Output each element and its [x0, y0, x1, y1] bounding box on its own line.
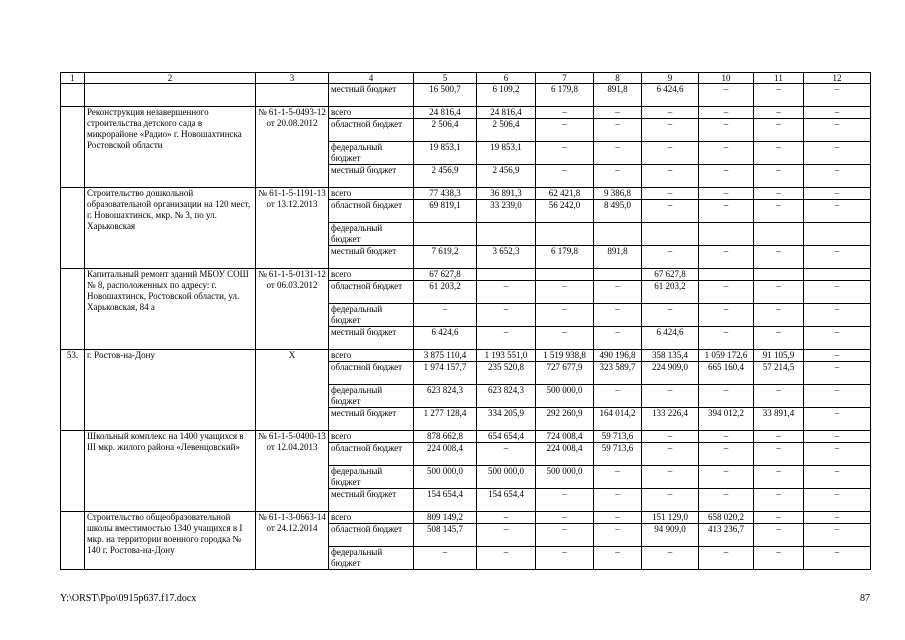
object-name-cell: Капитальный ремонт зданий МБОУ СОШ № 8, расположенных по адресу: г. Новошахтинск, Ростовской области, ул. Харьковская, 84 а: [85, 269, 256, 350]
amount-cell: [804, 269, 871, 281]
amount-cell: –: [699, 142, 754, 165]
funding-source-cell: областной бюджет: [329, 281, 414, 304]
amount-cell: –: [804, 385, 871, 408]
amount-cell: 623 824,3: [414, 385, 477, 408]
amount-cell: 67 627,8: [414, 269, 477, 281]
amount-cell: –: [754, 443, 804, 466]
amount-cell: –: [536, 165, 594, 188]
amount-cell: –: [804, 431, 871, 443]
amount-cell: [754, 223, 804, 246]
amount-cell: –: [754, 466, 804, 489]
funding-source-cell: всего: [329, 350, 414, 362]
budget-table: [60, 72, 871, 570]
amount-cell: –: [804, 119, 871, 142]
amount-cell: 133 226,4: [642, 408, 699, 431]
amount-cell: –: [804, 489, 871, 512]
amount-cell: –: [536, 547, 594, 570]
amount-cell: 809 149,2: [414, 512, 477, 524]
amount-cell: –: [642, 547, 699, 570]
amount-cell: –: [594, 119, 642, 142]
amount-cell: –: [477, 304, 536, 327]
col-header: 4: [329, 73, 414, 84]
reference-cell: № 61-1-3-0663-14 от 24.12.2014: [256, 512, 329, 570]
amount-cell: –: [804, 165, 871, 188]
amount-cell: 56 242,0: [536, 200, 594, 223]
amount-cell: –: [594, 512, 642, 524]
amount-cell: 1 277 128,4: [414, 408, 477, 431]
amount-cell: –: [642, 431, 699, 443]
amount-cell: 6 109,2: [477, 84, 536, 107]
amount-cell: –: [594, 281, 642, 304]
amount-cell: 500 000,0: [414, 466, 477, 489]
table-row: [61, 84, 871, 107]
funding-source-cell: областной бюджет: [329, 119, 414, 142]
amount-cell: –: [536, 281, 594, 304]
amount-cell: 500 000,0: [477, 466, 536, 489]
amount-cell: –: [699, 165, 754, 188]
amount-cell: 623 824,3: [477, 385, 536, 408]
amount-cell: [699, 223, 754, 246]
amount-cell: –: [699, 547, 754, 570]
amount-cell: 1 974 157,7: [414, 362, 477, 385]
funding-source-cell: всего: [329, 107, 414, 119]
amount-cell: –: [754, 385, 804, 408]
row-number-cell: [61, 188, 85, 269]
amount-cell: [642, 223, 699, 246]
amount-cell: 67 627,8: [642, 269, 699, 281]
amount-cell: –: [754, 512, 804, 524]
amount-cell: –: [642, 107, 699, 119]
amount-cell: –: [594, 466, 642, 489]
page-number: 87: [860, 593, 870, 604]
amount-cell: –: [804, 350, 871, 362]
funding-source-cell: всего: [329, 269, 414, 281]
amount-cell: –: [804, 443, 871, 466]
amount-cell: 3 652,3: [477, 246, 536, 269]
amount-cell: 878 662,8: [414, 431, 477, 443]
amount-cell: –: [642, 200, 699, 223]
funding-source-cell: местный бюджет: [329, 489, 414, 512]
amount-cell: –: [642, 142, 699, 165]
reference-cell: № 61-1-5-1191-13 от 13.12.2013: [256, 188, 329, 269]
row-number-cell: [61, 431, 85, 512]
amount-cell: –: [754, 188, 804, 200]
amount-cell: –: [699, 385, 754, 408]
reference-cell: № 61-1-5-0400-13 от 12.04.2013: [256, 431, 329, 512]
header-row: [61, 73, 871, 84]
amount-cell: 724 008,4: [536, 431, 594, 443]
amount-cell: 394 012,2: [699, 408, 754, 431]
amount-cell: 500 000,0: [536, 385, 594, 408]
amount-cell: –: [594, 524, 642, 547]
row-number-cell: [61, 107, 85, 188]
amount-cell: –: [642, 119, 699, 142]
amount-cell: –: [594, 107, 642, 119]
row-number-cell: [61, 512, 85, 570]
table-row: [61, 107, 871, 119]
amount-cell: –: [804, 362, 871, 385]
amount-cell: –: [699, 327, 754, 350]
object-name-cell: [85, 84, 256, 107]
col-header: 6: [477, 73, 536, 84]
amount-cell: 891,8: [594, 84, 642, 107]
funding-source-cell: федеральный бюджет: [329, 466, 414, 489]
funding-source-cell: федеральный бюджет: [329, 142, 414, 165]
reference-cell: № 61-1-5-0493-12 от 20.08.2012: [256, 107, 329, 188]
amount-cell: 24 816,4: [477, 107, 536, 119]
amount-cell: –: [699, 489, 754, 512]
amount-cell: –: [477, 547, 536, 570]
amount-cell: 19 853,1: [414, 142, 477, 165]
amount-cell: –: [754, 119, 804, 142]
amount-cell: –: [754, 107, 804, 119]
amount-cell: 59 713,6: [594, 431, 642, 443]
amount-cell: –: [699, 443, 754, 466]
amount-cell: 8 495,0: [594, 200, 642, 223]
amount-cell: –: [699, 84, 754, 107]
amount-cell: –: [642, 246, 699, 269]
amount-cell: –: [699, 466, 754, 489]
amount-cell: 91 105,9: [754, 350, 804, 362]
funding-source-cell: всего: [329, 431, 414, 443]
amount-cell: –: [754, 281, 804, 304]
amount-cell: –: [536, 119, 594, 142]
amount-cell: –: [804, 142, 871, 165]
amount-cell: [699, 269, 754, 281]
amount-cell: 224 909,0: [642, 362, 699, 385]
amount-cell: –: [642, 188, 699, 200]
amount-cell: 654 654,4: [477, 431, 536, 443]
col-header: 3: [256, 73, 329, 84]
amount-cell: 6 179,8: [536, 84, 594, 107]
funding-source-cell: федеральный бюджет: [329, 385, 414, 408]
amount-cell: –: [699, 304, 754, 327]
amount-cell: 33 239,0: [477, 200, 536, 223]
col-header: 5: [414, 73, 477, 84]
amount-cell: 33 891,4: [754, 408, 804, 431]
amount-cell: 292 260,9: [536, 408, 594, 431]
amount-cell: –: [754, 165, 804, 188]
funding-source-cell: федеральный бюджет: [329, 223, 414, 246]
table-row: [61, 269, 871, 281]
reference-cell: [256, 84, 329, 107]
amount-cell: 19 853,1: [477, 142, 536, 165]
amount-cell: 413 236,7: [699, 524, 754, 547]
row-number-cell: [61, 84, 85, 107]
amount-cell: –: [699, 107, 754, 119]
amount-cell: –: [754, 84, 804, 107]
amount-cell: –: [536, 524, 594, 547]
amount-cell: –: [594, 385, 642, 408]
amount-cell: 154 654,4: [414, 489, 477, 512]
funding-source-cell: федеральный бюджет: [329, 304, 414, 327]
amount-cell: –: [477, 281, 536, 304]
amount-cell: 24 816,4: [414, 107, 477, 119]
amount-cell: 16 500,7: [414, 84, 477, 107]
amount-cell: [477, 269, 536, 281]
amount-cell: [804, 223, 871, 246]
amount-cell: –: [804, 547, 871, 570]
amount-cell: –: [804, 327, 871, 350]
amount-cell: 727 677,9: [536, 362, 594, 385]
amount-cell: –: [594, 489, 642, 512]
amount-cell: 2 456,9: [477, 165, 536, 188]
amount-cell: 69 819,1: [414, 200, 477, 223]
amount-cell: [754, 269, 804, 281]
amount-cell: –: [754, 200, 804, 223]
amount-cell: –: [699, 200, 754, 223]
col-header: 2: [85, 73, 256, 84]
funding-source-cell: местный бюджет: [329, 246, 414, 269]
amount-cell: –: [536, 512, 594, 524]
amount-cell: 61 203,2: [414, 281, 477, 304]
amount-cell: –: [699, 246, 754, 269]
funding-source-cell: областной бюджет: [329, 200, 414, 223]
amount-cell: 891,8: [594, 246, 642, 269]
funding-source-cell: всего: [329, 512, 414, 524]
amount-cell: –: [477, 524, 536, 547]
amount-cell: –: [536, 107, 594, 119]
amount-cell: 6 424,6: [642, 327, 699, 350]
col-header: 7: [536, 73, 594, 84]
amount-cell: 334 205,9: [477, 408, 536, 431]
col-header: 12: [804, 73, 871, 84]
amount-cell: [536, 269, 594, 281]
funding-source-cell: местный бюджет: [329, 84, 414, 107]
funding-source-cell: всего: [329, 188, 414, 200]
amount-cell: 235 520,8: [477, 362, 536, 385]
funding-source-cell: местный бюджет: [329, 327, 414, 350]
col-header: 9: [642, 73, 699, 84]
amount-cell: –: [414, 547, 477, 570]
amount-cell: 358 135,4: [642, 350, 699, 362]
row-number-cell: 53.: [61, 350, 85, 431]
object-name-cell: Строительство общеобразовательной школы вместимостью 1340 учащихся в I мкр. на территории военного городка № 140 г. Ростова-на-Дону: [85, 512, 256, 570]
amount-cell: –: [804, 200, 871, 223]
document-path: Y:\ORST\Ppo\0915p637.f17.docx: [60, 593, 197, 604]
amount-cell: –: [754, 547, 804, 570]
funding-source-cell: областной бюджет: [329, 362, 414, 385]
funding-source-cell: местный бюджет: [329, 165, 414, 188]
amount-cell: –: [642, 489, 699, 512]
table-row: [61, 431, 871, 443]
amount-cell: 2 506,4: [414, 119, 477, 142]
amount-cell: 154 654,4: [477, 489, 536, 512]
amount-cell: 77 438,3: [414, 188, 477, 200]
amount-cell: –: [536, 304, 594, 327]
amount-cell: 61 203,2: [642, 281, 699, 304]
reference-cell: Х: [256, 350, 329, 431]
amount-cell: –: [477, 512, 536, 524]
amount-cell: 1 193 551,0: [477, 350, 536, 362]
amount-cell: –: [754, 327, 804, 350]
amount-cell: –: [804, 524, 871, 547]
amount-cell: –: [754, 304, 804, 327]
amount-cell: 224 008,4: [536, 443, 594, 466]
amount-cell: –: [642, 165, 699, 188]
amount-cell: –: [754, 489, 804, 512]
funding-source-cell: областной бюджет: [329, 524, 414, 547]
amount-cell: –: [804, 246, 871, 269]
amount-cell: 36 891,3: [477, 188, 536, 200]
col-header: 8: [594, 73, 642, 84]
amount-cell: 224 008,4: [414, 443, 477, 466]
amount-cell: 151 129,0: [642, 512, 699, 524]
amount-cell: 94 909,0: [642, 524, 699, 547]
amount-cell: –: [699, 119, 754, 142]
funding-source-cell: областной бюджет: [329, 443, 414, 466]
amount-cell: –: [642, 466, 699, 489]
amount-cell: 164 014,2: [594, 408, 642, 431]
amount-cell: 6 424,6: [414, 327, 477, 350]
amount-cell: –: [594, 327, 642, 350]
col-header: 1: [61, 73, 85, 84]
amount-cell: –: [536, 489, 594, 512]
amount-cell: 665 160,4: [699, 362, 754, 385]
amount-cell: –: [699, 188, 754, 200]
amount-cell: –: [804, 512, 871, 524]
amount-cell: –: [536, 327, 594, 350]
amount-cell: [536, 223, 594, 246]
amount-cell: 508 145,7: [414, 524, 477, 547]
amount-cell: –: [804, 107, 871, 119]
funding-source-cell: местный бюджет: [329, 408, 414, 431]
amount-cell: –: [414, 304, 477, 327]
amount-cell: –: [477, 443, 536, 466]
amount-cell: –: [754, 246, 804, 269]
col-header: 11: [754, 73, 804, 84]
amount-cell: –: [754, 524, 804, 547]
amount-cell: –: [594, 304, 642, 327]
amount-cell: 323 589,7: [594, 362, 642, 385]
object-name-cell: Строительство дошкольной образовательной организации на 120 мест, г. Новошахтинск, мкр. № 3, по ул. Харьковская: [85, 188, 256, 269]
amount-cell: –: [594, 142, 642, 165]
amount-cell: [477, 223, 536, 246]
funding-source-cell: федеральный бюджет: [329, 547, 414, 570]
amount-cell: 2 456,9: [414, 165, 477, 188]
amount-cell: 3 875 110,4: [414, 350, 477, 362]
table-row: [61, 350, 871, 362]
amount-cell: 490 196,8: [594, 350, 642, 362]
amount-cell: –: [642, 385, 699, 408]
amount-cell: 6 424,6: [642, 84, 699, 107]
amount-cell: 2 506,4: [477, 119, 536, 142]
amount-cell: 6 179,8: [536, 246, 594, 269]
row-number-cell: [61, 269, 85, 350]
table-row: [61, 188, 871, 200]
amount-cell: –: [754, 142, 804, 165]
amount-cell: –: [699, 431, 754, 443]
amount-cell: –: [804, 304, 871, 327]
amount-cell: 7 619,2: [414, 246, 477, 269]
table-row: [61, 512, 871, 524]
amount-cell: 57 214,5: [754, 362, 804, 385]
amount-cell: [594, 223, 642, 246]
amount-cell: –: [477, 327, 536, 350]
amount-cell: –: [594, 547, 642, 570]
amount-cell: –: [594, 165, 642, 188]
object-name-cell: Реконструкция незавершенного строительства детского сада в микрорайоне «Радио» г. Новошахтинска Ростовской области: [85, 107, 256, 188]
amount-cell: 1 519 938,8: [536, 350, 594, 362]
amount-cell: –: [804, 408, 871, 431]
amount-cell: –: [804, 188, 871, 200]
object-name-cell: Школьный комплекс на 1400 учащихся в III мкр. жилого района «Левенцовский»: [85, 431, 256, 512]
amount-cell: –: [804, 466, 871, 489]
amount-cell: 658 020,2: [699, 512, 754, 524]
amount-cell: –: [804, 281, 871, 304]
amount-cell: 500 000,0: [536, 466, 594, 489]
object-name-cell: г. Ростов-на-Дону: [85, 350, 256, 431]
amount-cell: [594, 269, 642, 281]
amount-cell: –: [754, 431, 804, 443]
amount-cell: –: [642, 443, 699, 466]
amount-cell: [414, 223, 477, 246]
amount-cell: –: [699, 281, 754, 304]
amount-cell: –: [642, 304, 699, 327]
col-header: 10: [699, 73, 754, 84]
amount-cell: 9 386,8: [594, 188, 642, 200]
amount-cell: 59 713,6: [594, 443, 642, 466]
amount-cell: 62 421,8: [536, 188, 594, 200]
amount-cell: –: [536, 142, 594, 165]
table-body: [61, 84, 871, 570]
reference-cell: № 61-1-5-0131-12 от 06.03.2012: [256, 269, 329, 350]
amount-cell: –: [804, 84, 871, 107]
amount-cell: 1 059 172,6: [699, 350, 754, 362]
